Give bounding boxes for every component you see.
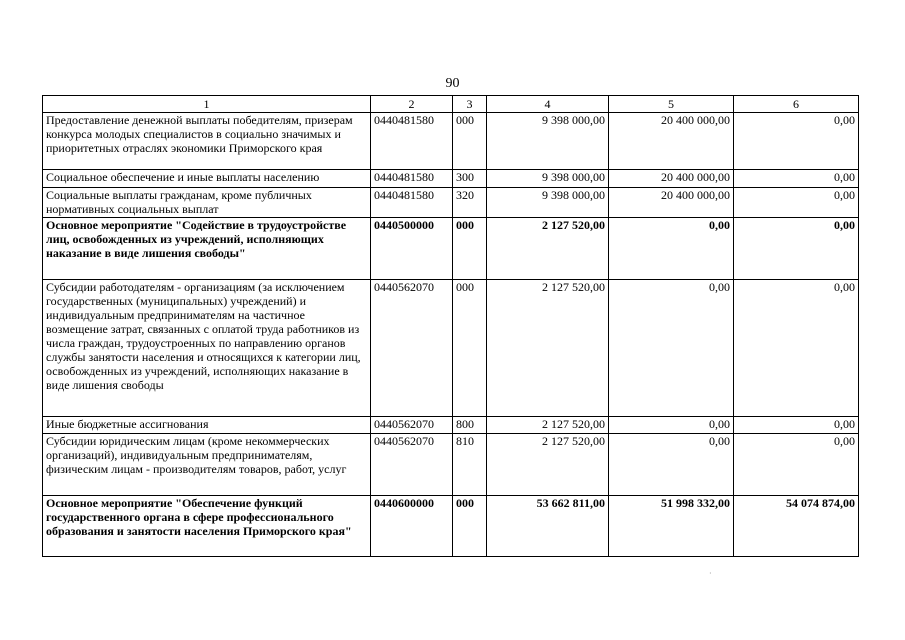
row-value-6: 0,00 (734, 187, 859, 218)
row-code: 0440481580 (371, 170, 453, 187)
row-code: 0440500000 (371, 218, 453, 279)
row-vr: 300 (453, 170, 487, 187)
row-vr: 000 (453, 113, 487, 170)
row-value-5: 20 400 000,00 (609, 187, 734, 218)
row-value-4: 2 127 520,00 (487, 416, 609, 433)
page-number: 90 (445, 76, 460, 91)
row-code: 0440481580 (371, 113, 453, 170)
row-vr: 810 (453, 434, 487, 495)
table-row (43, 279, 859, 416)
table-row (43, 218, 859, 279)
row-value-6: 0,00 (734, 416, 859, 433)
row-name: Субсидии юридическим лицам (кроме некоммерческих организаций), индивидуальным предпринимателям, физическим лицам - производителям товаров, работ, услуг (43, 434, 371, 495)
row-value-4: 9 398 000,00 (487, 187, 609, 218)
header-col-3: 3 (453, 96, 487, 113)
row-code: 0440481580 (371, 187, 453, 218)
row-value-5: 0,00 (609, 434, 734, 495)
header-col-6: 6 (734, 96, 859, 113)
row-name: Социальное обеспечение и иные выплаты населению (43, 170, 371, 187)
row-vr: 000 (453, 495, 487, 556)
table-row (43, 170, 859, 187)
row-value-4: 9 398 000,00 (487, 113, 609, 170)
row-value-4: 2 127 520,00 (487, 434, 609, 495)
row-vr: 320 (453, 187, 487, 218)
table-row (43, 416, 859, 433)
row-value-6: 0,00 (734, 434, 859, 495)
header-col-5: 5 (609, 96, 734, 113)
row-name: Предоставление денежной выплаты победителям, призерам конкурса молодых специалистов в социально значимых и приоритетных отраслях экономики Приморского края (43, 113, 371, 170)
row-value-6: 0,00 (734, 113, 859, 170)
row-vr: 000 (453, 218, 487, 279)
row-value-4: 9 398 000,00 (487, 170, 609, 187)
row-value-5: 0,00 (609, 218, 734, 279)
row-value-4: 53 662 811,00 (487, 495, 609, 556)
table-row (43, 113, 859, 170)
row-code: 0440562070 (371, 279, 453, 416)
row-code: 0440562070 (371, 434, 453, 495)
row-value-6: 54 074 874,00 (734, 495, 859, 556)
row-value-5: 0,00 (609, 416, 734, 433)
scan-speck: · (709, 569, 712, 578)
row-value-5: 20 400 000,00 (609, 113, 734, 170)
row-value-4: 2 127 520,00 (487, 279, 609, 416)
header-col-1: 1 (43, 96, 371, 113)
row-value-6: 0,00 (734, 279, 859, 416)
row-value-5: 51 998 332,00 (609, 495, 734, 556)
row-value-4: 2 127 520,00 (487, 218, 609, 279)
row-value-6: 0,00 (734, 170, 859, 187)
header-col-4: 4 (487, 96, 609, 113)
row-code: 0440600000 (371, 495, 453, 556)
budget-table (42, 95, 859, 557)
table-row (43, 187, 859, 218)
table-row (43, 434, 859, 495)
table-row (43, 495, 859, 556)
row-name: Основное мероприятие "Содействие в трудоустройстве лиц, освобожденных из учреждений, исполняющих наказание в виде лишения свободы" (43, 218, 371, 279)
row-name: Субсидии работодателям - организациям (за исключением государственных (муниципальных) учреждений) и индивидуальным предпринимателям на частичное возмещение затрат, связанных с оплатой труда работников из числа граждан, трудоустроенных по направлению органов службы занятости населения и относящихся к категории лиц, освобожденных из учреждений, исполняющих наказание в виде лишения свободы (43, 279, 371, 416)
header-col-2: 2 (371, 96, 453, 113)
header-row (43, 96, 859, 113)
row-vr: 000 (453, 279, 487, 416)
row-name: Иные бюджетные ассигнования (43, 416, 371, 433)
row-code: 0440562070 (371, 416, 453, 433)
row-value-5: 20 400 000,00 (609, 170, 734, 187)
row-value-6: 0,00 (734, 218, 859, 279)
row-value-5: 0,00 (609, 279, 734, 416)
row-name: Социальные выплаты гражданам, кроме публичных нормативных социальных выплат (43, 187, 371, 218)
row-name: Основное мероприятие "Обеспечение функций государственного органа в сфере профессионального образования и занятости населения Приморского края" (43, 495, 371, 556)
row-vr: 800 (453, 416, 487, 433)
